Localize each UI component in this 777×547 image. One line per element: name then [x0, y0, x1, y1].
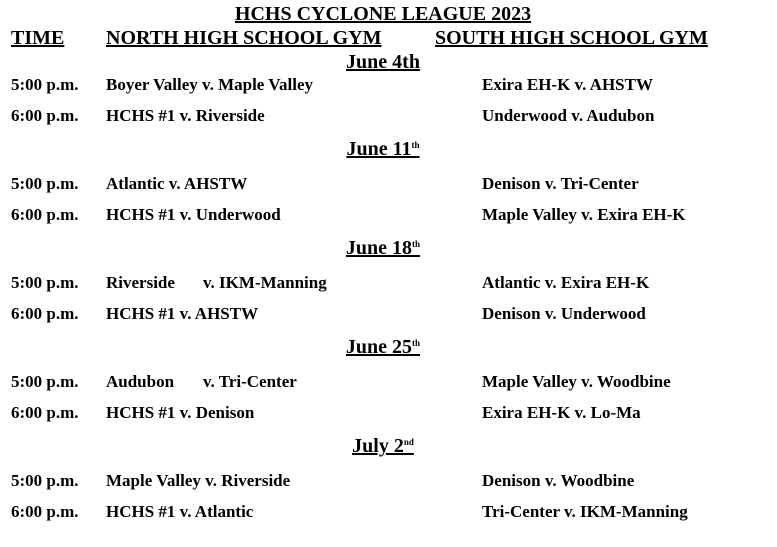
week-date: June 11th [346, 138, 420, 160]
game-time: 5:00 p.m. [11, 471, 79, 490]
north-matchup: HCHS #1 v. AHSTW [106, 304, 259, 323]
south-matchup: Maple Valley v. Exira EH-K [482, 205, 686, 224]
game-time: 6:00 p.m. [11, 106, 79, 125]
south-matchup: Maple Valley v. Woodbine [482, 372, 671, 391]
north-matchup: Audubon [106, 372, 175, 391]
north-matchup: HCHS #1 v. Riverside [106, 106, 265, 125]
week-date: June 18th [345, 237, 421, 259]
game-time: 5:00 p.m. [11, 75, 79, 94]
game-time: 6:00 p.m. [11, 502, 79, 521]
week-date: June 4th [346, 51, 420, 73]
south-matchup: Exira EH-K v. AHSTW [482, 75, 653, 94]
league-title: HCHS CYCLONE LEAGUE 2023 [234, 3, 532, 25]
header-time: TIME [11, 27, 65, 49]
south-matchup: Underwood v. Audubon [482, 106, 655, 125]
north-matchup: HCHS #1 v. Underwood [106, 205, 281, 224]
game-time: 5:00 p.m. [11, 372, 79, 391]
header-north-gym: NORTH HIGH SCHOOL GYM [106, 27, 382, 49]
south-matchup: Denison v. Underwood [482, 304, 646, 323]
game-time: 6:00 p.m. [11, 304, 79, 323]
north-matchup-opponent: v. Tri-Center [203, 372, 297, 391]
game-time: 6:00 p.m. [11, 403, 79, 422]
north-matchup: Maple Valley v. Riverside [106, 471, 291, 490]
week-date: June 25th [345, 336, 421, 358]
game-time: 5:00 p.m. [11, 174, 79, 193]
south-matchup: Tri-Center v. IKM-Manning [482, 502, 688, 521]
game-time: 5:00 p.m. [11, 273, 79, 292]
north-matchup: HCHS #1 v. Denison [106, 403, 255, 422]
week-date: July 2nd [352, 435, 414, 457]
north-matchup: Riverside [106, 273, 175, 292]
south-matchup: Exira EH-K v. Lo-Ma [482, 403, 641, 422]
south-matchup: Denison v. Woodbine [482, 471, 635, 490]
game-time: 6:00 p.m. [11, 205, 79, 224]
header-south-gym: SOUTH HIGH SCHOOL GYM [435, 27, 708, 49]
north-matchup-opponent: v. IKM-Manning [203, 273, 327, 292]
south-matchup: Atlantic v. Exira EH-K [482, 273, 650, 292]
north-matchup: Boyer Valley v. Maple Valley [106, 75, 314, 94]
south-matchup: Denison v. Tri-Center [482, 174, 639, 193]
north-matchup: Atlantic v. AHSTW [106, 174, 248, 193]
north-matchup: HCHS #1 v. Atlantic [106, 502, 254, 521]
